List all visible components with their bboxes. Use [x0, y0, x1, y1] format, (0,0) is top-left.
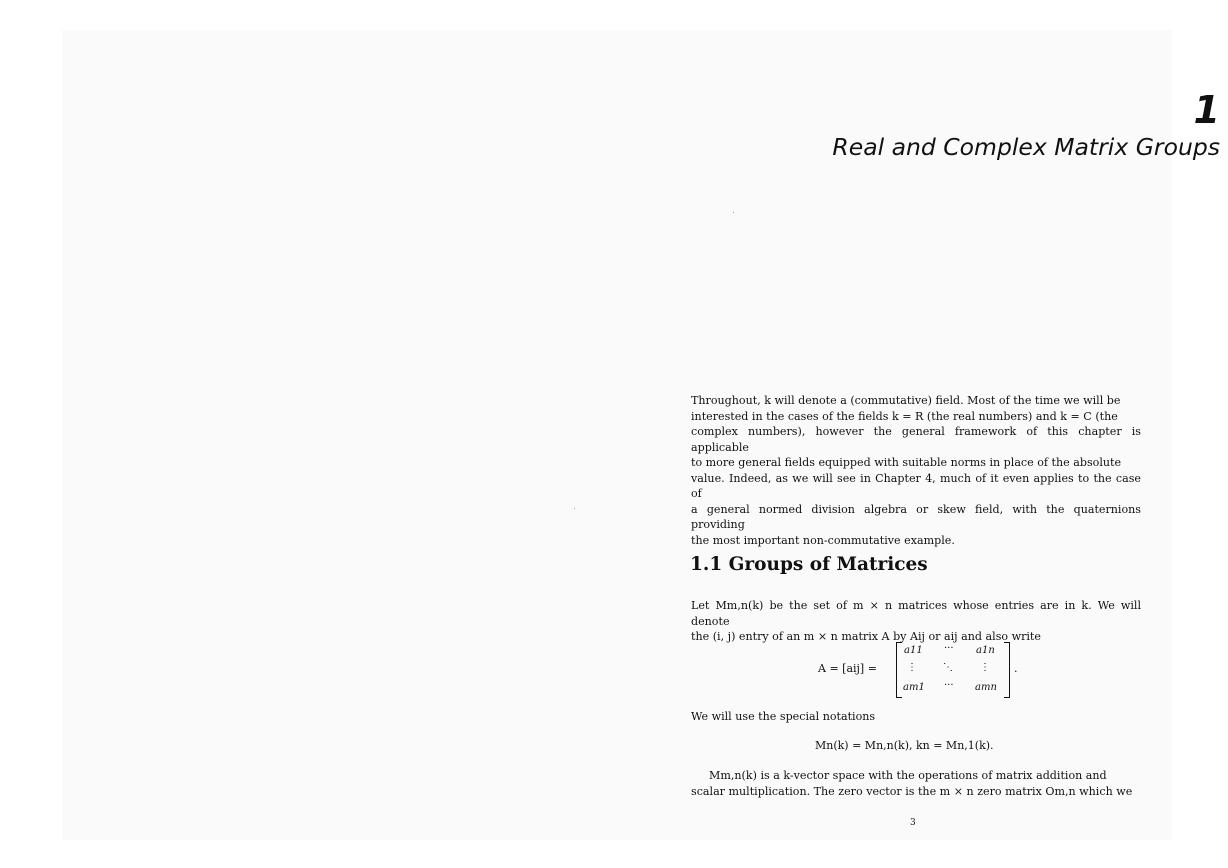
intro-line: the most important non-commutative example. [691, 533, 955, 547]
intro-line: Throughout, k will denote a (commutative) field. Most of the time we will be [691, 394, 1121, 407]
matrix-cell: a11 [904, 645, 923, 656]
section-line: the (i, j) entry of an m × n matrix A by Aij or aij and also write [691, 630, 1041, 643]
scan-speck [574, 508, 575, 509]
matrix-cell: ··· [944, 643, 954, 654]
matrix-cell: ⋮ [980, 662, 990, 673]
matrix-cell: ··· [944, 680, 954, 691]
matrix-trailing-period: . [1014, 662, 1018, 675]
notation-equation: Mn(k) = Mn,n(k), kn = Mn,1(k). [815, 739, 994, 752]
chapter-title: Real and Complex Matrix Groups [832, 133, 1220, 161]
intro-line: to more general fields equipped with suitable norms in place of the absolute [691, 456, 1122, 469]
matrix-cell: ⋱ [943, 662, 953, 673]
section-heading: 1.1 Groups of Matrices [690, 554, 928, 575]
scan-speck [733, 212, 734, 213]
intro-line: a general normed division algebra or skew field, with the quaternions providing [691, 502, 1141, 531]
intro-line: interested in the cases of the fields k = R (the real numbers) and k = C (the [691, 409, 1118, 423]
matrix-cell: am1 [903, 682, 925, 693]
intro-line: value. Indeed, as we will see in Chapter 4, much of it even applies to the case of [691, 471, 1141, 500]
matrix-cell: a1n [976, 645, 995, 656]
intro-line: complex numbers), however the general framework of this chapter is applicable [691, 425, 1141, 454]
matrix-left-bracket [896, 642, 902, 698]
matrix-cell: amn [975, 682, 997, 693]
special-notations-line: We will use the special notations [691, 710, 876, 723]
closing-paragraph [691, 768, 1141, 799]
intro-paragraph [691, 393, 1141, 548]
matrix-cell: ⋮ [907, 662, 917, 673]
section-paragraph [691, 598, 1141, 645]
closing-line: scalar multiplication. The zero vector is the m × n zero matrix Om,n which we [691, 784, 1133, 798]
chapter-number: 1 [1193, 88, 1220, 132]
section-line: Let Mm,n(k) be the set of m × n matrices whose entries are in k. We will denote [691, 599, 1141, 628]
page-number: 3 [910, 818, 916, 828]
closing-line: Mm,n(k) is a k-vector space with the operations of matrix addition and [709, 769, 1107, 782]
matrix-lhs: A = [aij] = [818, 662, 877, 675]
matrix-right-bracket [1004, 642, 1010, 698]
